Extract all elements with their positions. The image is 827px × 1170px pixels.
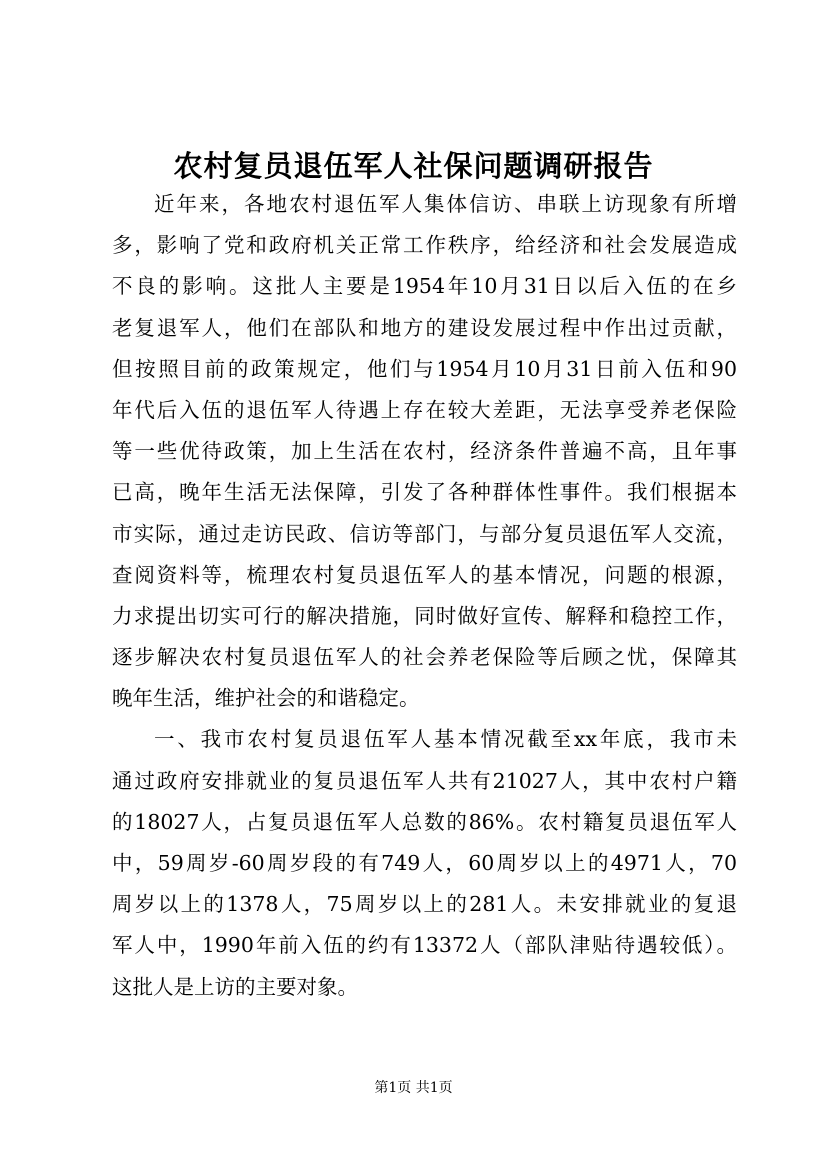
document-body xyxy=(112,184,737,1008)
paragraph-line: 力求提出切实可行的解决措施，同时做好宣传、解释和稳控工作， xyxy=(112,603,737,628)
paragraph-line: 多，影响了党和政府机关正常工作秩序，给经济和社会发展造成 xyxy=(112,233,737,258)
paragraph-line: 不良的影响。这批人主要是1954年10月31日以后入伍的在乡 xyxy=(112,274,737,299)
paragraph-line: 的18027人，占复员退伍军人总数的86%。农村籍复员退伍军人 xyxy=(112,809,737,834)
paragraph-line: 老复退军人，他们在部队和地方的建设发展过程中作出过贡献， xyxy=(112,315,737,340)
paragraph-line: 查阅资料等，梳理农村复员退伍军人的基本情况，问题的根源， xyxy=(112,562,737,587)
paragraph-line: 已高，晚年生活无法保障，引发了各种群体性事件。我们根据本 xyxy=(112,480,737,505)
paragraph-line: 年代后入伍的退伍军人待遇上存在较大差距，无法享受养老保险 xyxy=(112,397,737,422)
paragraph-line: 晚年生活，维护社会的和谐稳定。 xyxy=(112,686,420,711)
paragraph-line: 但按照目前的政策规定，他们与1954月10月31日前入伍和90 xyxy=(112,356,737,381)
document-title: 农村复员退伍军人社保问题调研报告 xyxy=(173,149,654,183)
paragraph-2 xyxy=(112,719,737,1007)
paragraph-line: 军人中，1990年前入伍的约有13372人（部队津贴待遇较低）。 xyxy=(112,933,737,958)
paragraph-line: 一、我市农村复员退伍军人基本情况截至xx年底，我市未 xyxy=(154,727,737,752)
paragraph-line: 中，59周岁-60周岁段的有749人，60周岁以上的4971人，70 xyxy=(112,851,737,875)
paragraph-1 xyxy=(112,184,737,719)
paragraph-line: 通过政府安排就业的复员退伍军人共有21027人，其中农村户籍 xyxy=(112,768,737,793)
paragraph-line: 周岁以上的1378人，75周岁以上的281人。未安排就业的复退 xyxy=(112,892,737,917)
page-number-footer: 第1页 共1页 xyxy=(374,1080,453,1096)
paragraph-line: 市实际，通过走访民政、信访等部门，与部分复员退伍军人交流， xyxy=(112,521,737,546)
paragraph-line: 等一些优待政策，加上生活在农村，经济条件普遍不高，且年事 xyxy=(112,439,737,464)
paragraph-line: 近年来，各地农村退伍军人集体信访、串联上访现象有所增 xyxy=(154,192,737,216)
paragraph-line: 逐步解决农村复员退伍军人的社会养老保险等后顾之忧，保障其 xyxy=(112,645,737,670)
paragraph-line: 这批人是上访的主要对象。 xyxy=(112,974,358,999)
